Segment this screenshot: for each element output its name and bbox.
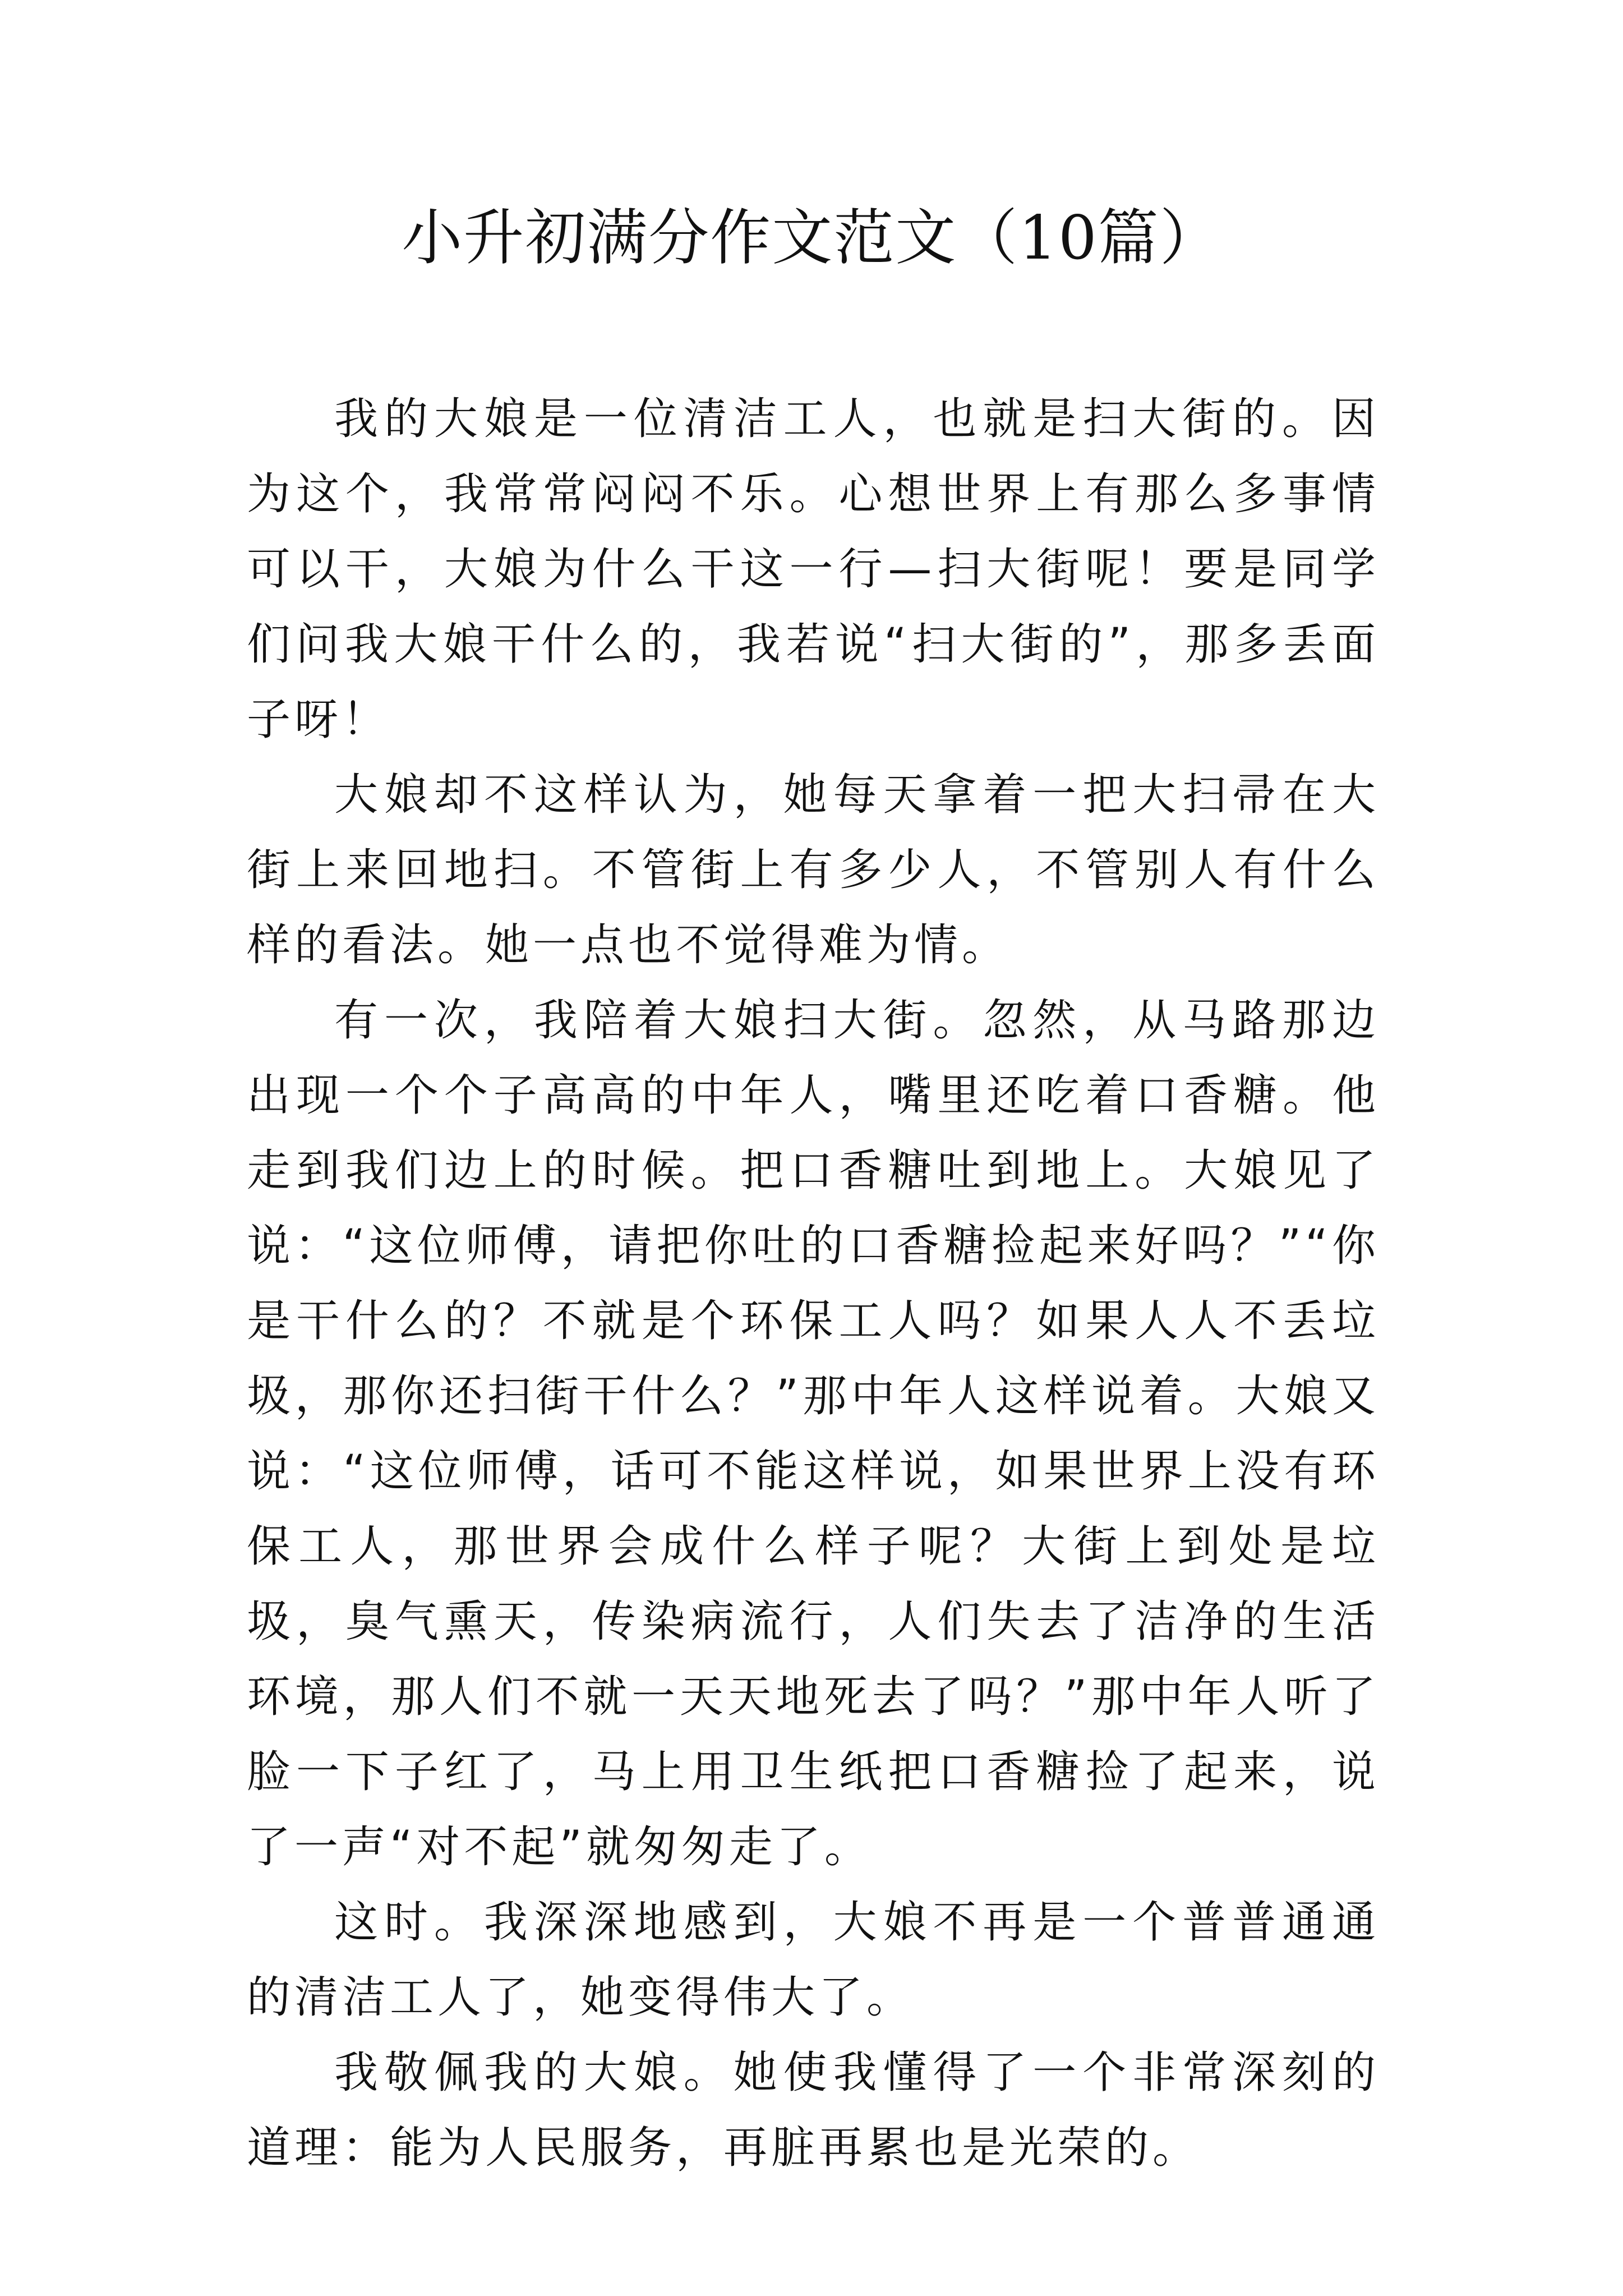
document-body	[247, 381, 1380, 2185]
paragraph-3: 有一次，我陪着大娘扫大街。忽然，从马路那边出现一个个子高高的中年人，嘴里还吃着口香糖。他走到我们边上的时候。把口香糖吐到地上。大娘见了说：“这位师傅，请把你吐的口香糖捡起来好吗？”“你是干什么的？不就是个环保工人吗？如果人人不丢垃圾，那你还扫街干什么？”那中年人这样说着。大娘又说：“这位师傅，话可不能这样说，如果世界上没有环保工人，那世界会成什么样子呢？大街上到处是垃圾，臭气熏天，传染病流行，人们失去了洁净的生活环境，那人们不就一天天地死去了吗？”那中年人听了脸一下子红了，马上用卫生纸把口香糖捡了起来，说了一声“对不起”就匆匆走了。	[247, 995, 1380, 1872]
paragraph-4: 这时。我深深地感到，大娘不再是一个普普通通的清洁工人了，她变得伟大了。	[247, 1897, 1380, 2023]
paragraph-1: 我的大娘是一位清洁工人，也就是扫大街的。因为这个，我常常闷闷不乐。心想世界上有那么多事情可以干，大娘为什么干这一行—扫大街呢！要是同学们问我大娘干什么的，我若说“扫大街的”，那多丢面子呀！	[247, 394, 1380, 745]
paragraph-2: 大娘却不这样认为，她每天拿着一把大扫帚在大街上来回地扫。不管街上有多少人，不管别人有什么样的看法。她一点也不觉得难为情。	[247, 770, 1380, 970]
paragraph-5: 我敬佩我的大娘。她使我懂得了一个非常深刻的道理：能为人民服务，再脏再累也是光荣的。	[247, 2047, 1380, 2173]
document-title: 小升初满分作文范文（10篇）	[402, 203, 1221, 273]
